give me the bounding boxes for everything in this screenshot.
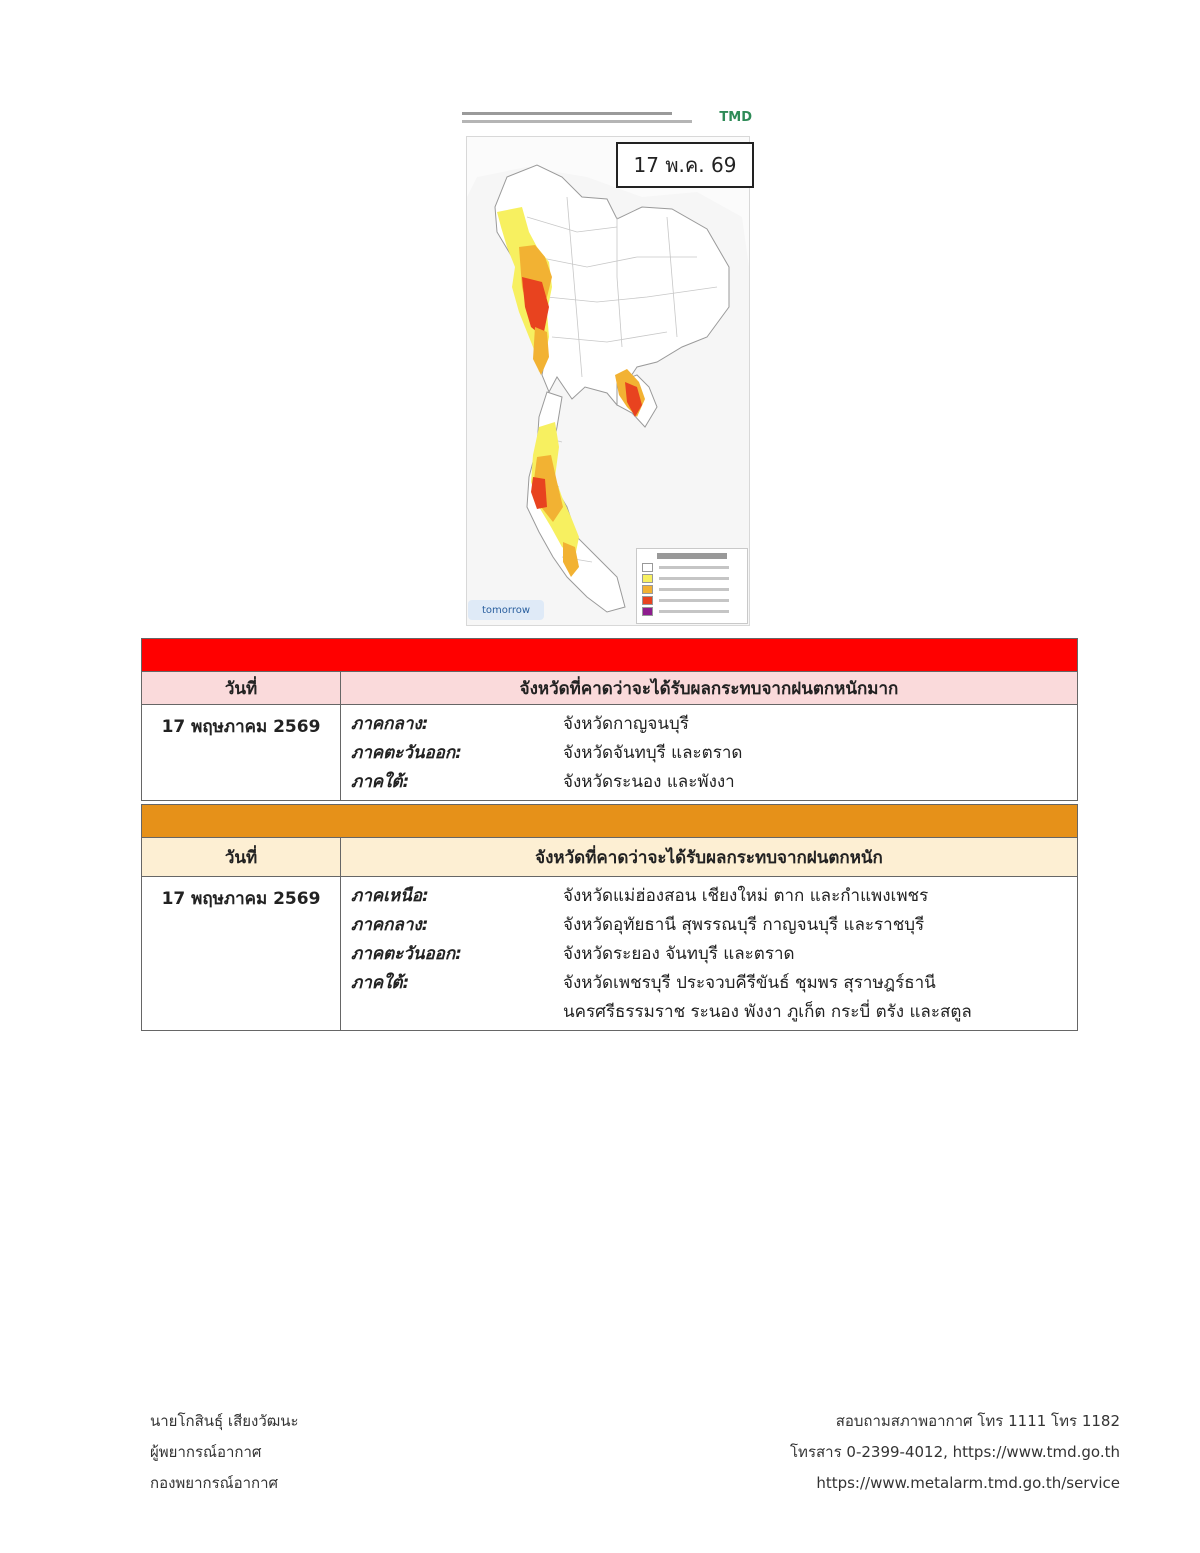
legend-swatch bbox=[642, 607, 653, 616]
heavy-color-bar bbox=[142, 805, 1077, 838]
col-date-header: วันที่ bbox=[142, 672, 341, 704]
region-label: ภาคใต้: bbox=[351, 772, 410, 792]
col-date-header: วันที่ bbox=[142, 838, 341, 876]
legend-text bbox=[659, 566, 729, 569]
forecaster-name: นายโกสินธุ์ เสียงวัฒนะ bbox=[150, 1412, 299, 1430]
region-label: ภาคใต้: bbox=[351, 973, 410, 993]
very-heavy-color-bar bbox=[142, 639, 1077, 672]
table-header bbox=[142, 838, 1077, 877]
fax-website-text[interactable]: โทรสาร 0-2399-4012, https://www.tmd.go.th bbox=[790, 1443, 1120, 1461]
table-body bbox=[142, 705, 1077, 800]
table-row bbox=[351, 968, 1077, 997]
legend-text bbox=[659, 577, 729, 580]
region-list bbox=[341, 705, 1077, 800]
legend-row-heavy bbox=[637, 595, 747, 606]
table-row bbox=[351, 939, 1077, 968]
tomorrow-logo: tomorrow bbox=[468, 600, 544, 620]
legend-text bbox=[659, 588, 729, 591]
legend-row-light bbox=[637, 573, 747, 584]
region-label: ภาคเหนือ: bbox=[351, 886, 429, 906]
province-list: จังหวัดจันทบุรี และตราด bbox=[563, 743, 743, 763]
table-body bbox=[142, 877, 1077, 1030]
forecast-date: 17 พฤษภาคม 2569 bbox=[142, 877, 341, 1030]
province-list: จังหวัดระยอง จันทบุรี และตราด bbox=[563, 944, 795, 964]
legend-row-very-heavy bbox=[637, 606, 747, 617]
province-list: จังหวัดเพชรบุรี ประจวบคีรีขันธ์ ชุมพร สุราษฎร์ธานี bbox=[563, 973, 936, 993]
legend-text bbox=[659, 610, 729, 613]
legend-swatch bbox=[642, 596, 653, 605]
legend-swatch bbox=[642, 574, 653, 583]
forecaster-division: กองพยากรณ์อากาศ bbox=[150, 1474, 279, 1492]
forecaster-info bbox=[150, 1406, 299, 1499]
hotline-text: สอบถามสภาพอากาศ โทร 1111 โทร 1182 bbox=[835, 1412, 1120, 1430]
col-provinces-header: จังหวัดที่คาดว่าจะได้รับผลกระทบจากฝนตกหนัก bbox=[535, 847, 883, 868]
legend-row-none bbox=[637, 562, 747, 573]
table-row bbox=[351, 767, 1077, 796]
table-row bbox=[351, 738, 1077, 767]
legend-text bbox=[659, 599, 729, 602]
forecaster-position: ผู้พยากรณ์อากาศ bbox=[150, 1443, 262, 1461]
table-header bbox=[142, 672, 1077, 705]
province-list: จังหวัดกาญจนบุรี bbox=[563, 714, 689, 734]
rain-forecast-map bbox=[456, 104, 758, 626]
legend-swatch bbox=[642, 585, 653, 594]
tmd-logo: TMD bbox=[719, 110, 752, 125]
table-row bbox=[351, 910, 1077, 939]
region-label: ภาคตะวันออก: bbox=[351, 944, 462, 964]
very-heavy-rain-table bbox=[141, 638, 1078, 801]
table-row bbox=[351, 881, 1077, 910]
contact-info bbox=[790, 1406, 1120, 1499]
heavy-rain-table bbox=[141, 804, 1078, 1031]
map-legend bbox=[636, 548, 748, 624]
service-url-link[interactable]: https://www.metalarm.tmd.go.th/service bbox=[816, 1474, 1120, 1492]
province-list: จังหวัดแม่ฮ่องสอน เชียงใหม่ ตาก และกำแพงเพชร bbox=[563, 886, 929, 906]
province-list: จังหวัดระนอง และพังงา bbox=[563, 772, 735, 792]
region-label: ภาคกลาง: bbox=[351, 915, 429, 935]
map-subheader-text bbox=[462, 120, 692, 123]
table-row bbox=[351, 709, 1077, 738]
table-row bbox=[351, 997, 1077, 1026]
map-header-text bbox=[462, 112, 672, 115]
region-list bbox=[341, 877, 1077, 1030]
region-label: ภาคตะวันออก: bbox=[351, 743, 462, 763]
col-provinces-header: จังหวัดที่คาดว่าจะได้รับผลกระทบจากฝนตกหนักมาก bbox=[519, 678, 899, 699]
legend-swatch bbox=[642, 563, 653, 572]
legend-title bbox=[657, 553, 727, 559]
legend-row-moderate bbox=[637, 584, 747, 595]
region-label: ภาคกลาง: bbox=[351, 714, 429, 734]
map-date-label: 17 พ.ค. 69 bbox=[616, 142, 754, 188]
province-list: จังหวัดอุทัยธานี สุพรรณบุรี กาญจนบุรี และราชบุรี bbox=[563, 915, 925, 935]
forecast-date: 17 พฤษภาคม 2569 bbox=[142, 705, 341, 800]
province-list: นครศรีธรรมราช ระนอง พังงา ภูเก็ต กระบี่ ตรัง และสตูล bbox=[563, 1002, 972, 1022]
